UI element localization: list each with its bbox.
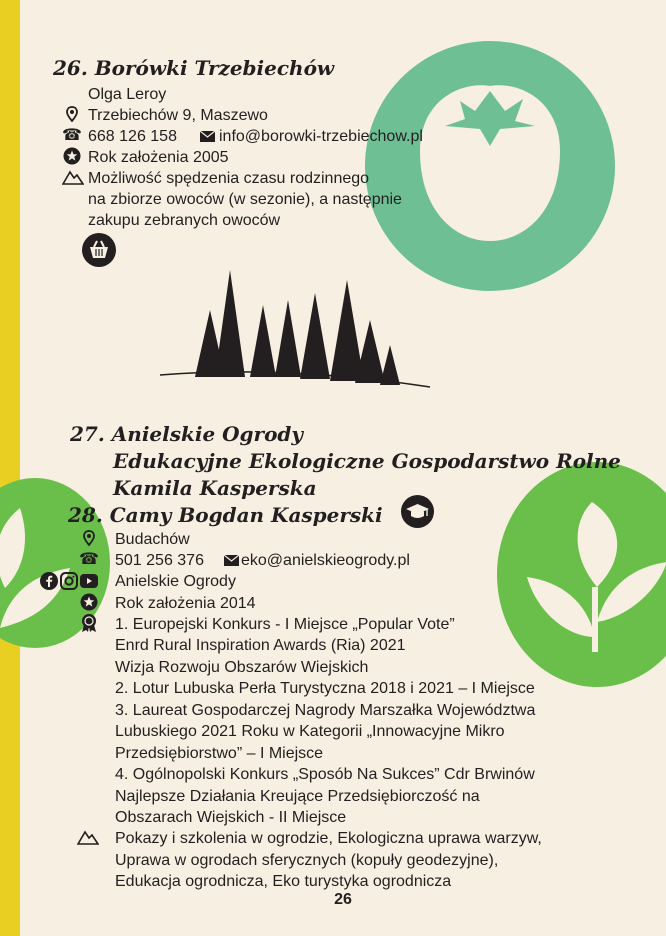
facebook-icon[interactable] [40, 572, 58, 590]
entry-27-title-line-2: Edukacyjne Ekologiczne Gospodarstwo Rolne [113, 449, 621, 473]
entry-28-address: Budachów [115, 531, 190, 548]
right-leaf-circle-graphic [497, 462, 666, 687]
plant-icon [497, 462, 666, 687]
page-number: 26 [334, 891, 352, 908]
entry-28-founded: Rok założenia 2014 [115, 595, 256, 612]
award-line-1: 1. Europejski Konkurs - I Miejsce „Popular Vote” [115, 616, 455, 633]
award-line-4: 2. Lotur Lubuska Perła Turystyczna 2018 i 2021 – I Miejsce [115, 680, 535, 697]
award-line-2: Enrd Rural Inspiration Awards (Ria) 2021 [115, 637, 406, 654]
entry-26-owner: Olga Leroy [88, 86, 167, 103]
forest-illustration [155, 265, 435, 395]
location-pin-icon [63, 105, 81, 123]
envelope-icon [198, 127, 216, 145]
entry-26-offer-line-3: zakupu zebranych owoców [88, 212, 281, 229]
instagram-icon[interactable] [60, 572, 78, 590]
entry-26-email[interactable]: info@borowki-trzebiechow.pl [219, 128, 423, 145]
mountain-icon [62, 168, 84, 186]
tomato-icon [365, 41, 615, 291]
entry-26-offer-line-1: Możliwość spędzenia czasu rodzinnego [88, 170, 370, 187]
mountain-icon [77, 828, 99, 846]
award-line-10: Obszarach Wiejskich - II Miejsce [115, 809, 347, 826]
award-line-7: Przedsiębiorstwo” – I Miejsce [115, 745, 324, 762]
award-line-6: Lubuskiego 2021 Roku w Kategorii „Innowacyjne Mikro [115, 723, 505, 740]
star-badge-icon [63, 147, 81, 165]
entry-27-title-line-1: 27. Anielskie Ogrody [70, 422, 304, 446]
star-badge-icon [80, 593, 98, 611]
award-line-3: Wizja Rozwoju Obszarów Wiejskich [115, 659, 369, 676]
award-line-8: 4. Ogólnopolski Konkurs „Sposób Na Sukces” Cdr Brwinów [115, 766, 535, 783]
entry-28-phone: 501 256 376 [115, 552, 204, 569]
phone-icon: ☎ [79, 551, 99, 568]
location-pin-icon [80, 529, 98, 547]
entry-26-founded: Rok założenia 2005 [88, 149, 229, 166]
graduation-cap-icon [401, 495, 434, 528]
basket-icon [82, 233, 116, 267]
entry-26-phone: 668 126 158 [88, 128, 177, 145]
entry-27-title-line-3: Kamila Kasperska [113, 476, 317, 500]
phone-icon: ☎ [62, 127, 82, 144]
entry-28-email[interactable]: eko@anielskieogrody.pl [241, 552, 410, 569]
entry-26-title: 26. Borówki Trzebiechów [53, 56, 335, 80]
envelope-icon [222, 551, 240, 569]
entry-26-address: Trzebiechów 9, Maszewo [88, 107, 268, 124]
award-line-5: 3. Laureat Gospodarczej Nagrody Marszałka Województwa [115, 702, 536, 719]
entry-28-social: Anielskie Ogrody [115, 573, 236, 590]
youtube-icon[interactable] [80, 572, 98, 590]
award-line-9: Najlepsze Działania Kreujące Przedsiębiorczość na [115, 788, 480, 805]
entry-26-offer-line-2: na zbiorze owoców (w sezonie), a następnie [88, 191, 402, 208]
entry-28-title: 28. Camy Bogdan Kasperski [68, 503, 383, 527]
entry-28-offer-line-1: Pokazy i szkolenia w ogrodzie, Ekologiczna uprawa warzyw, [115, 830, 542, 847]
entry-28-offer-line-3: Edukacja ogrodnicza, Eko turystyka ogrodnicza [115, 873, 452, 890]
entry-28-offer-line-2: Uprawa w ogrodach sferycznych (kopuły geodezyjne), [115, 852, 499, 869]
award-medal-icon [80, 614, 98, 632]
yellow-side-stripe [0, 0, 20, 936]
tomato-circle-graphic [365, 41, 615, 291]
